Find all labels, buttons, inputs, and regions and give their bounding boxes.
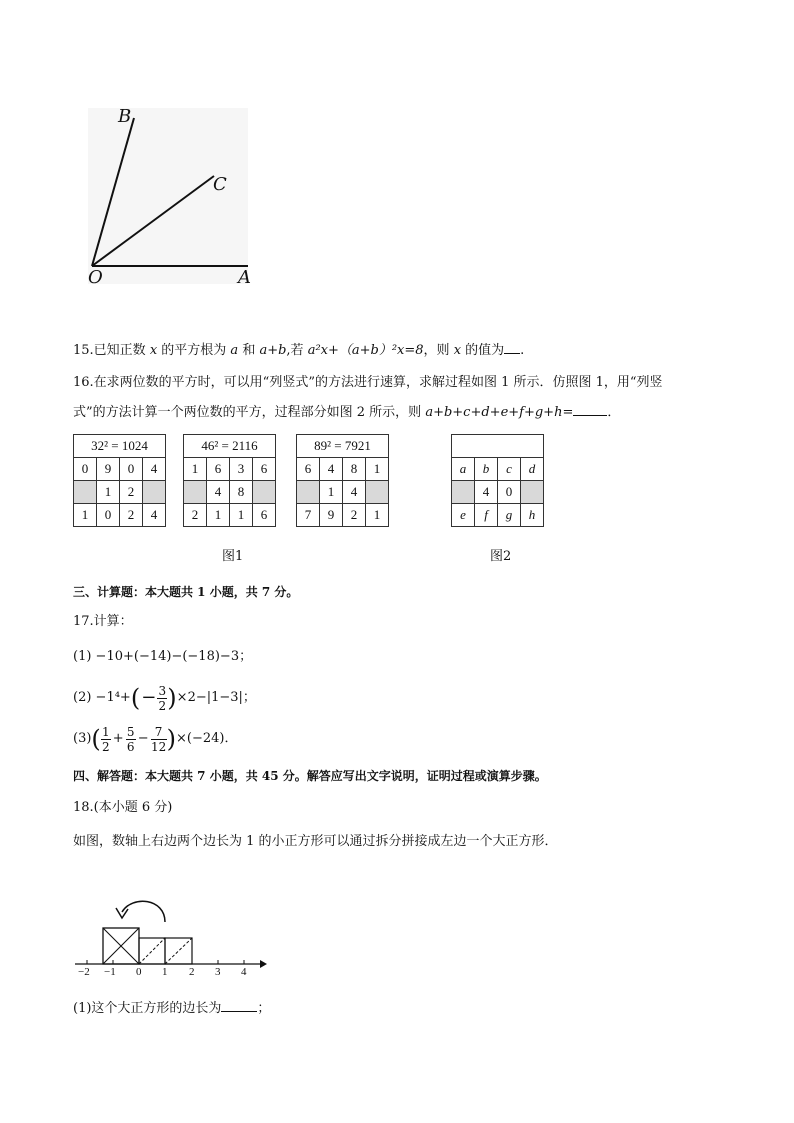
cell: 1 (320, 481, 343, 504)
table-header: 32² = 1024 (74, 435, 166, 458)
cell: 6 (253, 504, 276, 527)
axis-arrow-head (260, 960, 267, 968)
cell: c (498, 458, 521, 481)
cell (253, 481, 276, 504)
cell: 6 (253, 458, 276, 481)
cell: 4 (143, 458, 166, 481)
tick-label: 3 (215, 966, 221, 978)
table-header: 46² = 2116 (184, 435, 276, 458)
question-18-desc: 如图，数轴上右边两个边长为 1 的小正方形可以通过拆分拼接成左边一个大正方形． (73, 834, 558, 849)
table-header: 89² = 7921 (297, 435, 389, 458)
cell: 2 (120, 504, 143, 527)
cell: b (475, 458, 498, 481)
cell: d (521, 458, 544, 481)
cell: 6 (207, 458, 230, 481)
cell: 4 (343, 481, 366, 504)
fig2-caption: 图2 (490, 549, 512, 564)
tick-label: −1 (104, 966, 116, 978)
section-3-heading: 三、计算题：本大题共 1 小题，共 7 分。 (73, 585, 299, 599)
label-o: O (88, 267, 103, 288)
cell: 0 (120, 458, 143, 481)
cell: 0 (97, 504, 120, 527)
label-b: B (118, 106, 132, 127)
cell: 1 (366, 458, 389, 481)
cell (297, 481, 320, 504)
cell: 4 (143, 504, 166, 527)
cell: 2 (120, 481, 143, 504)
answer-blank (504, 341, 520, 354)
fig1-caption: 图1 (222, 549, 244, 564)
cell: 2 (343, 504, 366, 527)
fig1-table-3 (296, 434, 389, 527)
question-16-line2: 式”的方法计算一个两位数的平方，过程部分如图 2 所示，则 a+b+c+d+e+f+g+h= ． (73, 405, 621, 420)
question-17-part3: (3) ( 1 2 + 5 6 − 7 12 ) ×(−24)． (73, 724, 238, 754)
cell: f (475, 504, 498, 527)
cell: 4 (207, 481, 230, 504)
label-a: A (238, 267, 251, 288)
cell: 8 (230, 481, 253, 504)
cell: 1 (207, 504, 230, 527)
fig1-table-1 (73, 434, 166, 527)
tick-label: 2 (189, 966, 195, 978)
fig1-table-2 (183, 434, 276, 527)
cell: a (452, 458, 475, 481)
curved-arrow (122, 901, 165, 922)
cell: 1 (366, 504, 389, 527)
question-15: 15.已知正数 x 的平方根为 a 和 a+b,若 a²x+（a+b）²x=8，则 x 的值为 . (73, 343, 525, 358)
cell: 8 (343, 458, 366, 481)
cell: 1 (230, 504, 253, 527)
cell: 9 (320, 504, 343, 527)
cell: e (452, 504, 475, 527)
cell: 4 (475, 481, 498, 504)
fig2-table (451, 434, 544, 527)
question-17-part2: (2) −1⁴+ ( − 3 2 ) ×2−|1−3|； (73, 683, 256, 713)
cell: 6 (297, 458, 320, 481)
cell: 0 (74, 458, 97, 481)
tick-label: −2 (78, 966, 90, 978)
cell (452, 481, 475, 504)
cell: 4 (320, 458, 343, 481)
tick-label: 1 (162, 966, 168, 978)
question-17-part1: (1) −10+(−14)−(−18)−3； (73, 649, 253, 664)
question-17-title: 17.计算： (73, 614, 133, 629)
cell (74, 481, 97, 504)
cell: 2 (184, 504, 207, 527)
table-header (452, 435, 544, 458)
cell: 1 (74, 504, 97, 527)
tick-label: 4 (241, 966, 247, 978)
number-line-figure (70, 890, 280, 985)
question-18-title: 18.(本小题 6 分) (73, 800, 173, 815)
answer-blank (221, 999, 257, 1012)
cell: 3 (230, 458, 253, 481)
question-16-line1: 16.在求两位数的平方时，可以用“列竖式”的方法进行速算，求解过程如图 1 所示．仿照图 1，用“列竖 (73, 375, 663, 390)
cell: h (521, 504, 544, 527)
cell: 1 (97, 481, 120, 504)
cell (184, 481, 207, 504)
cell (143, 481, 166, 504)
cell: g (498, 504, 521, 527)
cell: 1 (184, 458, 207, 481)
arrow-head (116, 908, 128, 918)
section-4-heading: 四、解答题：本大题共 7 小题，共 45 分。解答应写出文字说明，证明过程或演算步骤。 (73, 769, 547, 783)
question-18-part1: (1)这个大正方形的边长为 ； (73, 1001, 271, 1016)
cell (366, 481, 389, 504)
cell: 9 (97, 458, 120, 481)
cell: 0 (498, 481, 521, 504)
label-c: C (213, 174, 227, 195)
tick-label: 0 (136, 966, 142, 978)
answer-blank (573, 403, 607, 416)
cell (521, 481, 544, 504)
cell: 7 (297, 504, 320, 527)
